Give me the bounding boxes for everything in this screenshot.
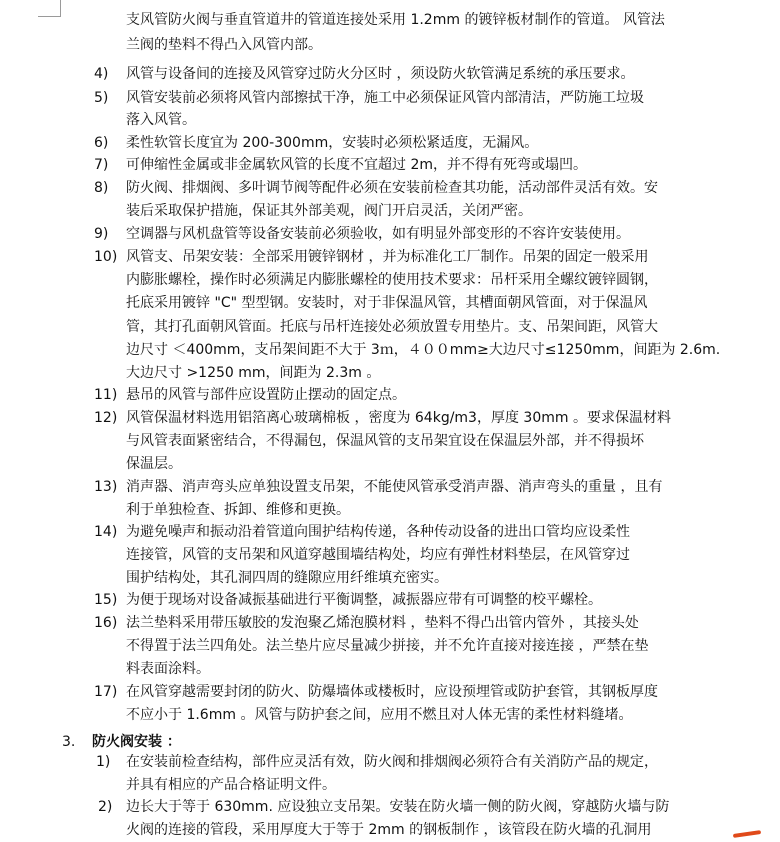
list-item-line: 落入风管。 bbox=[126, 112, 196, 128]
section-number: 3. bbox=[62, 734, 76, 750]
list-item-line: 风管安装前必须将风管内部擦拭干净，施工中必须保证风管内部清洁，严防施工垃圾 bbox=[126, 90, 644, 106]
list-item-number: 17) bbox=[94, 684, 118, 700]
list-item-line: 不应小于 1.6mm 。风管与防护套之间，应用不燃且对人体无害的柔性材料缝堵。 bbox=[126, 707, 633, 723]
list-item-line: 风管保温材料选用铝箔离心玻璃棉板 ，密度为 64kg/m3，厚度 30mm 。要求保温材料 bbox=[126, 410, 671, 426]
list-item-line: 悬吊的风管与部件应设置防止摆动的固定点。 bbox=[126, 387, 406, 403]
list-item-line: 在风管穿越需要封闭的防火、防爆墙体或楼板时，应设预埋管或防护套管，其钢板厚度 bbox=[126, 684, 658, 700]
list-item-line: 风管与设备间的连接及风管穿过防火分区时 ，须设防火软管满足系统的承压要求。 bbox=[126, 66, 635, 82]
list-item-number: 4) bbox=[94, 66, 109, 82]
list-item-number: 8) bbox=[94, 180, 109, 196]
list-item-line: 柔性软管长度宜为 200-300mm，安装时必须松紧适度，无漏风。 bbox=[126, 135, 539, 151]
list-item-line: 不得置于法兰四角处。法兰垫片应尽量减少拼接，并不允许直接对接连接 ，严禁在垫 bbox=[126, 638, 649, 654]
list-item-number: 14) bbox=[94, 524, 118, 540]
page-edge-mark bbox=[733, 830, 761, 838]
list-item-number: 1) bbox=[96, 754, 111, 770]
list-item-number: 10) bbox=[94, 249, 118, 265]
list-item-line: 法兰垫料采用带压敏胶的发泡聚乙烯泡膜材料 ，垫料不得凸出管内管外 ，其接头处 bbox=[126, 615, 639, 631]
intro-line-1: 支风管防火阀与垂直管道井的管道连接处采用 1.2mm 的镀锌板材制作的管道。 风管法 bbox=[126, 12, 665, 28]
list-item-number: 13) bbox=[94, 479, 118, 495]
list-item-line: 围护结构处，其孔洞四周的缝隙应用纤维填充密实。 bbox=[126, 570, 448, 586]
page-corner-mark bbox=[38, 0, 61, 17]
list-item-line: 边长大于等于 630mm. 应设独立支吊架。安装在防火墙一侧的防火阀，穿越防火墙与防 bbox=[126, 799, 670, 815]
list-item-line: 风管支、吊架安装：全部采用镀锌钢材 ，并为标准化工厂制作。吊架的固定一般采用 bbox=[126, 249, 649, 265]
list-item-line: 并具有相应的产品合格证明文件。 bbox=[126, 777, 336, 793]
list-item-line: 托底采用镀锌 "C" 型型钢。安装时，对于非保温风管，其槽面朝风管面，对于保温风 bbox=[126, 295, 648, 311]
list-item-line: 消声器、消声弯头应单独设置支吊架，不能使风管承受消声器、消声弯头的重量 ，且有 bbox=[126, 479, 663, 495]
list-item-line: 利于单独检查、拆卸、维修和更换。 bbox=[126, 502, 350, 518]
list-item-line: 连接管，风管的支吊架和风道穿越围墙结构处，均应有弹性材料垫层，在风管穿过 bbox=[126, 547, 630, 563]
list-item-line: 装后采取保护措施，保证其外部美观，阀门开启灵活，关闭严密。 bbox=[126, 203, 532, 219]
list-item-line: 保温层。 bbox=[126, 456, 182, 472]
list-item-number: 9) bbox=[94, 226, 109, 242]
list-item-number: 2) bbox=[98, 799, 113, 815]
list-item-number: 11) bbox=[94, 387, 118, 403]
list-item-line: 为避免噪声和振动沿着管道向围护结构传递，各种传动设备的进出口管均应设柔性 bbox=[126, 524, 630, 540]
list-item-number: 6) bbox=[94, 135, 109, 151]
list-item-number: 7) bbox=[94, 157, 109, 173]
intro-line-2: 兰阀的垫料不得凸入风管内部。 bbox=[126, 37, 322, 53]
list-item-line: 大边尺寸 >1250 mm，间距为 2.3m 。 bbox=[126, 365, 381, 381]
list-item-line: 与风管表面紧密结合，不得漏包，保温风管的支吊架宜设在保温层外部，并不得损坏 bbox=[126, 433, 644, 449]
list-item-line: 内膨胀螺栓，操作时必须满足内膨胀螺栓的使用技术要求：吊杆采用全螺纹镀锌圆钢， bbox=[126, 272, 658, 288]
list-item-line: 可伸缩性金属或非金属软风管的长度不宜超过 2m，并不得有死弯或塌凹。 bbox=[126, 157, 587, 173]
list-item-number: 5) bbox=[94, 90, 109, 106]
list-item-number: 16) bbox=[94, 615, 118, 631]
list-item-line: 料表面涂料。 bbox=[126, 661, 210, 677]
list-item-line: 空调器与风机盘管等设备安装前必须验收，如有明显外部变形的不容许安装使用。 bbox=[126, 226, 630, 242]
list-item-line: 火阀的连接的管段，采用厚度大于等于 2mm 的钢板制作 ，该管段在防火墙的孔洞用 bbox=[126, 822, 652, 838]
list-item-line: 防火阀、排烟阀、多叶调节阀等配件必须在安装前检查其功能，活动部件灵活有效。安 bbox=[126, 180, 658, 196]
list-item-line: 在安装前检查结构，部件应灵活有效，防火阀和排烟阀必须符合有关消防产品的规定， bbox=[126, 754, 658, 770]
section-title: 防火阀安装 ： bbox=[92, 734, 181, 750]
list-item-line: 管，其打孔面朝风管面。托底与吊杆连接处必须放置专用垫片。支、吊架间距，风管大 bbox=[126, 319, 658, 335]
list-item-line: 为便于现场对设备减振基础进行平衡调整，减振器应带有可调整的校平螺栓。 bbox=[126, 592, 602, 608]
list-item-number: 12) bbox=[94, 410, 118, 426]
list-item-line: 边尺寸 ＜400mm，支吊架间距不大于 3ｍ，４００mm≥大边尺寸≤1250mm，间距为 2.6m. bbox=[126, 342, 721, 358]
list-item-number: 15) bbox=[94, 592, 118, 608]
